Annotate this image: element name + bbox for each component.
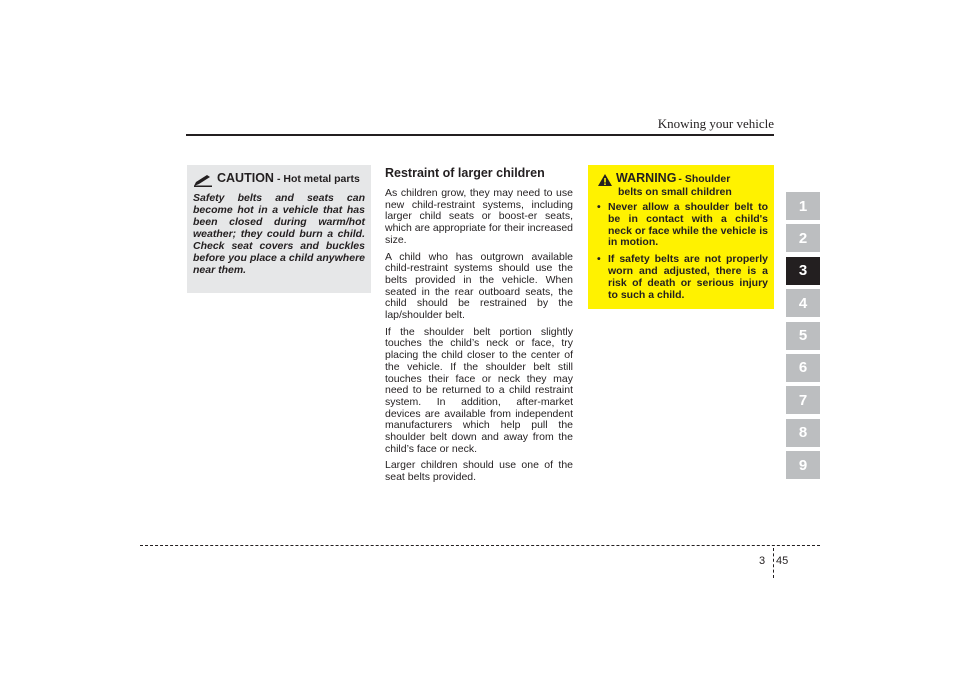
chapter-tab-5[interactable]: 5 [786, 322, 820, 350]
warning-item: • Never allow a shoulder belt to be in contact with a child's neck or face while the vehicle is in motion. [597, 201, 768, 249]
footer-rule [140, 545, 820, 546]
main-paragraph: As children grow, they may need to use new child-restraint systems, including larger child seats or boost-er seats, which are appropriate for their increased size. [385, 187, 573, 246]
caution-label: CAUTION [217, 171, 274, 185]
main-column [383, 166, 573, 489]
warning-subtitle: - Shoulder [678, 173, 731, 185]
chapter-tab-4[interactable]: 4 [786, 289, 820, 317]
main-paragraph: A child who has outgrown available child-restraint systems should use the belts provided in the vehicle. When seated in the rear outboard seats, the child should be restrained by the lap/shoulder belt. [385, 250, 573, 322]
chapter-tabs [786, 192, 820, 484]
caution-subtitle: - Hot metal parts [276, 173, 360, 185]
main-heading: Restraint of larger children [385, 166, 545, 180]
pencil-icon [193, 174, 213, 187]
page-chapter: 3 [759, 555, 766, 567]
caution-body: Safety belts and seats can become hot in a vehicle that has been closed during warm/hot weather; they could burn a child. Check seat covers and buckles before you place a child anywhere near them. [193, 192, 365, 276]
warning-header [598, 171, 768, 186]
chapter-tab-7[interactable]: 7 [786, 386, 820, 414]
main-paragraph: If the shoulder belt portion slightly touches the child’s neck or face, try placing the child closer to the center of the vehicle. If the shoulder belt still touches their face or neck they may need to be returned to a child restraint system. In addition, after-market devices are available from independent manufacturers which help pull the shoulder belt down and away from the child’s face or neck. [385, 325, 573, 455]
chapter-tab-1[interactable]: 1 [786, 192, 820, 220]
page-page: 45 [776, 555, 789, 567]
warning-label: WARNING [616, 171, 677, 185]
warning-box [588, 165, 774, 309]
warning-subtitle-line2: belts on small children [618, 186, 732, 198]
main-paragraph: Larger children should use one of the seat belts provided. [385, 459, 573, 484]
chapter-tab-3[interactable]: 3 [786, 257, 820, 285]
caution-header [193, 171, 365, 187]
caution-box [187, 165, 371, 293]
header-rule [186, 134, 774, 136]
footer-divider [773, 548, 774, 578]
chapter-tab-9[interactable]: 9 [786, 451, 820, 479]
chapter-tab-8[interactable]: 8 [786, 419, 820, 447]
warning-item: • If safety belts are not properly worn and adjusted, there is a risk of death or serious injury to such a child. [597, 253, 768, 301]
warning-list [594, 202, 768, 301]
warning-triangle-icon [598, 174, 612, 186]
section-title: Knowing your vehicle [657, 116, 774, 131]
chapter-tab-2[interactable]: 2 [786, 224, 820, 252]
chapter-tab-6[interactable]: 6 [786, 354, 820, 382]
